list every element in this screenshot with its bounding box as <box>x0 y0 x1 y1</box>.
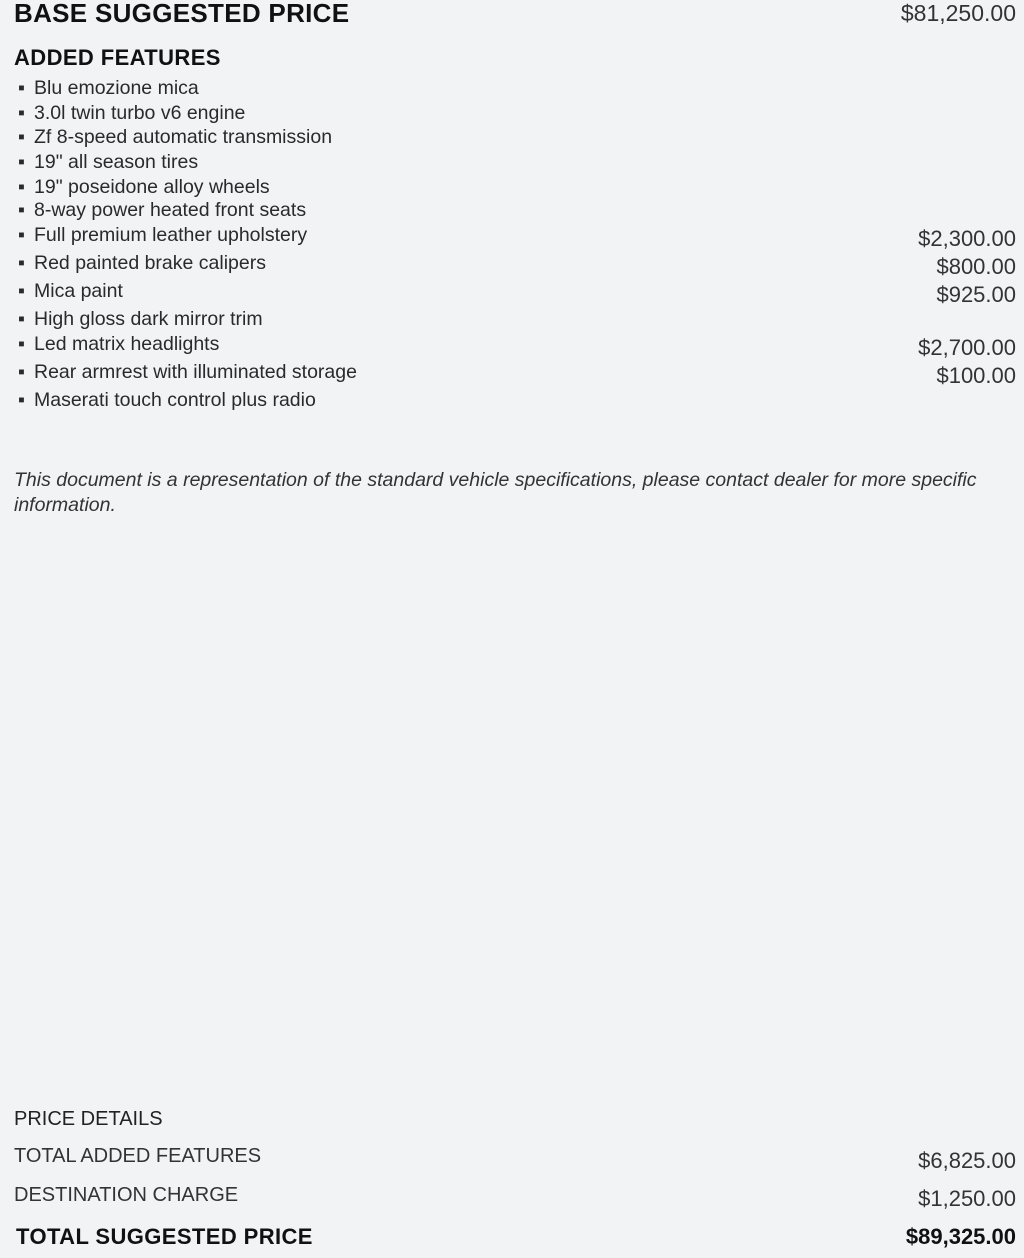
added-features-title: ADDED FEATURES <box>14 45 221 70</box>
base-price-label: BASE SUGGESTED PRICE <box>14 0 350 28</box>
total-suggested-price-value: $89,325.00 <box>905 1224 1016 1249</box>
feature-item: ▪ Led matrix headlights <box>18 333 220 355</box>
price-details-title: PRICE DETAILS <box>14 1108 163 1130</box>
destination-charge-value: $1,250.00 <box>918 1186 1016 1211</box>
feature-item: ▪ 19" poseidone alloy wheels <box>18 176 270 198</box>
feature-price: $2,300.00 <box>918 226 1016 251</box>
feature-name: Full premium leather upholstery <box>34 224 308 246</box>
feature-price: $925.00 <box>936 282 1016 307</box>
feature-price: $2,700.00 <box>918 335 1016 360</box>
feature-price: $100.00 <box>936 363 1016 388</box>
total-added-features-value: $6,825.00 <box>918 1148 1016 1173</box>
feature-item: ▪ Rear armrest with illuminated storage <box>18 361 357 383</box>
feature-name: 19" all season tires <box>34 151 199 173</box>
feature-item: ▪ Mica paint <box>18 280 123 302</box>
feature-name: 3.0l twin turbo v6 engine <box>34 102 246 124</box>
feature-name: Rear armrest with illuminated storage <box>34 361 357 383</box>
total-suggested-price-label: TOTAL SUGGESTED PRICE <box>16 1224 313 1249</box>
destination-charge-label: DESTINATION CHARGE <box>14 1184 239 1206</box>
feature-item: ▪ 19" all season tires <box>18 151 199 173</box>
feature-item: ▪ Blu emozione mica <box>18 77 199 99</box>
feature-item: ▪ Red painted brake calipers <box>18 252 266 274</box>
feature-name: Blu emozione mica <box>34 77 199 99</box>
feature-item: ▪ 8-way power heated front seats <box>18 199 307 221</box>
feature-name: 8-way power heated front seats <box>34 199 307 221</box>
feature-item: ▪ Full premium leather upholstery <box>18 224 308 246</box>
disclaimer-text: This document is a representation of the standard vehicle specifications, please contact dealer for more specific information. <box>14 469 977 516</box>
feature-item: ▪ Zf 8-speed automatic transmission <box>18 126 333 148</box>
feature-name: Maserati touch control plus radio <box>34 389 316 411</box>
total-added-features-label: TOTAL ADDED FEATURES <box>14 1145 262 1167</box>
feature-name: Mica paint <box>34 280 123 302</box>
feature-name: Led matrix headlights <box>34 333 220 355</box>
feature-price: $800.00 <box>936 254 1016 279</box>
feature-name: High gloss dark mirror trim <box>34 308 263 330</box>
base-price-value: $81,250.00 <box>900 0 1016 26</box>
feature-name: 19" poseidone alloy wheels <box>34 176 270 198</box>
feature-item: ▪ High gloss dark mirror trim <box>18 308 263 330</box>
feature-item: ▪ Maserati touch control plus radio <box>18 389 316 411</box>
feature-item: ▪ 3.0l twin turbo v6 engine <box>18 102 246 124</box>
feature-name: Red painted brake calipers <box>34 252 266 274</box>
feature-name: Zf 8-speed automatic transmission <box>34 126 333 148</box>
